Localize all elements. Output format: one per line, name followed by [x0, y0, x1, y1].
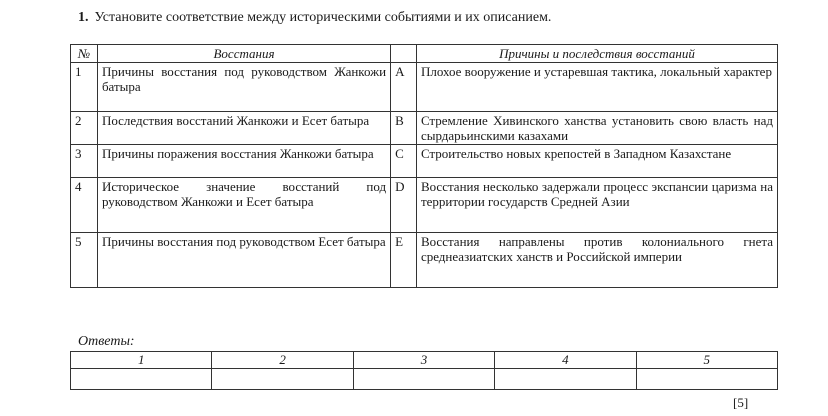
answer-col-1: 1	[71, 352, 212, 369]
row-num: 3	[71, 145, 98, 178]
answer-cell-3[interactable]	[353, 369, 494, 390]
row-letter: B	[391, 112, 417, 145]
answer-cell-2[interactable]	[212, 369, 353, 390]
table-row	[71, 233, 778, 288]
row-num: 2	[71, 112, 98, 145]
matching-table	[70, 44, 778, 288]
header-num: №	[71, 45, 98, 63]
table-row	[71, 178, 778, 233]
row-event: Причины поражения восстания Жанкожи батыра	[97, 145, 390, 178]
table-row	[71, 112, 778, 145]
task-title	[78, 10, 551, 26]
row-desc: Восстания направлены против колониального гнета среднеазиатских ханств и Российской империи	[416, 233, 777, 288]
score-label: [5]	[733, 395, 749, 410]
table-row	[71, 63, 778, 112]
row-desc: Плохое вооружение и устаревшая тактика, локальный характер	[416, 63, 777, 112]
row-desc: Стремление Хивинского ханства установить свою власть над сырдарьинскими казахами	[416, 112, 777, 145]
answers-header-row	[71, 352, 778, 369]
row-event: Причины восстания под руководством Жанкожи батыра	[97, 63, 390, 112]
answers-table	[70, 351, 778, 390]
row-event: Последствия восстаний Жанкожи и Есет батыра	[97, 112, 390, 145]
row-num: 1	[71, 63, 98, 112]
answer-cell-5[interactable]	[636, 369, 777, 390]
row-event: Причины восстания под руководством Есет батыра	[97, 233, 390, 288]
row-desc: Восстания несколько задержали процесс экспансии царизма на территории государств Средней Азии	[416, 178, 777, 233]
row-letter: C	[391, 145, 417, 178]
row-letter: E	[391, 233, 417, 288]
header-desc: Причины и последствия восстаний	[416, 45, 777, 63]
row-event: Историческое значение восстаний под руководством Жанкожи и Есет батыра	[97, 178, 390, 233]
answers-label: Ответы:	[78, 334, 135, 349]
table-header-row	[71, 45, 778, 63]
row-num: 4	[71, 178, 98, 233]
answer-cell-1[interactable]	[71, 369, 212, 390]
answer-col-5: 5	[636, 352, 777, 369]
header-letter	[391, 45, 417, 63]
answers-input-row	[71, 369, 778, 390]
row-desc: Строительство новых крепостей в Западном Казахстане	[416, 145, 777, 178]
answer-col-3: 3	[353, 352, 494, 369]
row-letter: D	[391, 178, 417, 233]
answer-col-2: 2	[212, 352, 353, 369]
row-num: 5	[71, 233, 98, 288]
table-row	[71, 145, 778, 178]
task-number: 1.	[78, 10, 89, 25]
task-text: Установите соответствие между историческими событиями и их описанием.	[94, 10, 552, 25]
row-letter: A	[391, 63, 417, 112]
answer-cell-4[interactable]	[495, 369, 636, 390]
answer-col-4: 4	[495, 352, 636, 369]
header-event: Восстания	[97, 45, 390, 63]
